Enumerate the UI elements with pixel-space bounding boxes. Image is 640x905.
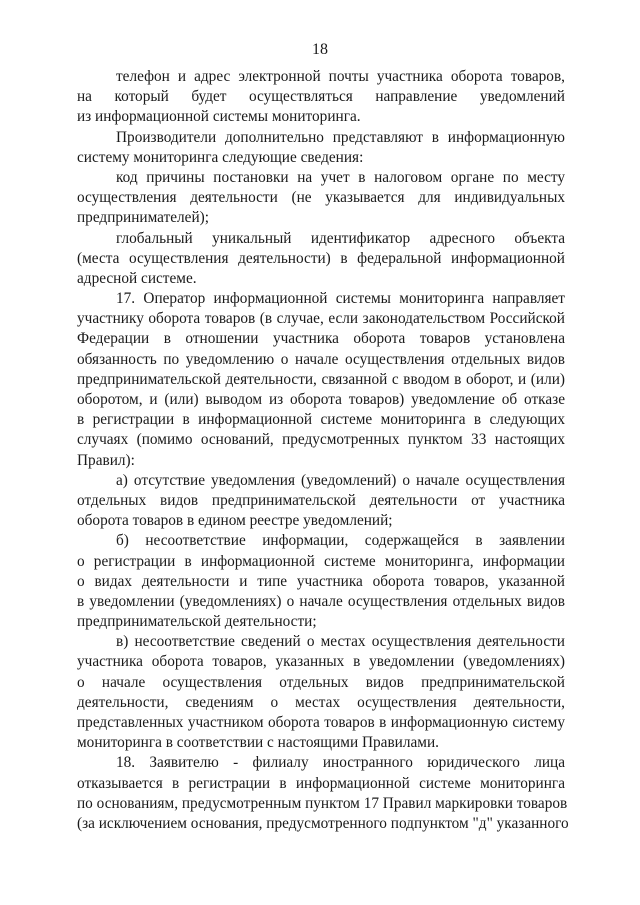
- text-line: Правил):: [77, 451, 135, 469]
- text-line: Федерации в отношении участника оборота товаров установлена: [77, 330, 565, 348]
- text-line: представленных участником оборота товаров в информационную систему: [77, 714, 565, 731]
- paragraph: [77, 289, 565, 471]
- text-line: 17. Оператор информационной системы мониторинга направляет: [116, 290, 565, 308]
- text-line: предпринимательской деятельности;: [77, 613, 317, 631]
- text-line: в) несоответствие сведений о местах осуществления деятельности: [116, 633, 565, 651]
- paragraph: [77, 632, 565, 753]
- text-line: (за исключением основания, предусмотренного подпунктом "д" указанного: [77, 814, 569, 832]
- paragraph: [77, 168, 565, 229]
- text-line: из информационной системы мониторинга.: [77, 108, 361, 126]
- text-line: деятельности, сведениям о местах осуществления деятельности,: [77, 693, 565, 711]
- text-line: (места осуществления деятельности) в федеральной информационной: [77, 249, 565, 267]
- paragraph: [77, 753, 569, 834]
- paragraph: [77, 229, 565, 290]
- text-line: адресной системе.: [77, 269, 197, 287]
- text-line: б) несоответствие информации, содержащейся в заявлении: [116, 532, 565, 550]
- text-line: осуществления деятельности (не указывается для индивидуальных: [77, 189, 565, 207]
- text-line: о регистрации в информационной системе мониторинга, информации: [77, 552, 565, 570]
- text-line: участника оборота товаров, указанных в уведомлении (уведомлениях): [77, 653, 565, 671]
- text-line: систему мониторинга следующие сведения:: [77, 148, 364, 166]
- text-line: глобальный уникальный идентификатор адресного объекта: [116, 229, 565, 247]
- text-line: Производители дополнительно представляют в информационную: [116, 128, 565, 146]
- text-line: предпринимателей);: [77, 209, 209, 227]
- text-line: 18. Заявителю - филиалу иностранного юридического лица: [116, 754, 565, 772]
- text-line: по основаниям, предусмотренным пунктом 17 Правил маркировки товаров: [77, 794, 568, 812]
- text-line: мониторинга в соответствии с настоящими Правилами.: [77, 734, 439, 752]
- text-line: оборотом, и (или) выводом из оборота товаров) уведомление об отказе: [77, 391, 565, 408]
- text-line: оборота товаров в едином реестре уведомлений;: [77, 512, 393, 530]
- text-line: а) отсутствие уведомления (уведомлений) о начале осуществления: [116, 471, 565, 489]
- text-line: в регистрации в информационной системе мониторинга в следующих: [77, 411, 565, 429]
- text-line: обязанность по уведомлению о начале осуществления отдельных видов: [77, 350, 565, 368]
- text-line: предпринимательской деятельности, связанной с вводом в оборот, и (или): [77, 370, 565, 388]
- text-line: о начале осуществления отдельных видов предпринимательской: [77, 673, 565, 691]
- text-line: отдельных видов предпринимательской деятельности от участника: [77, 491, 565, 509]
- text-line: в уведомлении (уведомлениях) о начале осуществления отдельных видов: [77, 592, 565, 610]
- paragraph: [77, 531, 565, 632]
- text-line: телефон и адрес электронной почты участника оборота товаров,: [116, 68, 565, 85]
- page-number: 18: [312, 41, 328, 58]
- text-line: отказывается в регистрации в информационной системе мониторинга: [77, 774, 565, 792]
- text-line: код причины постановки на учет в налоговом органе по месту: [116, 168, 565, 186]
- paragraph: [77, 128, 565, 168]
- text-line: случаях (помимо оснований, предусмотренных пунктом 33 настоящих: [77, 431, 565, 449]
- text-line: участнику оборота товаров (в случае, если законодательством Российской: [77, 310, 565, 328]
- text-line: о видах деятельности и типе участника оборота товаров, указанной: [77, 572, 565, 590]
- text-line: на который будет осуществляться направление уведомлений: [77, 88, 565, 106]
- paragraph: [77, 67, 565, 128]
- paragraph: [77, 471, 565, 532]
- document-body: [77, 67, 569, 834]
